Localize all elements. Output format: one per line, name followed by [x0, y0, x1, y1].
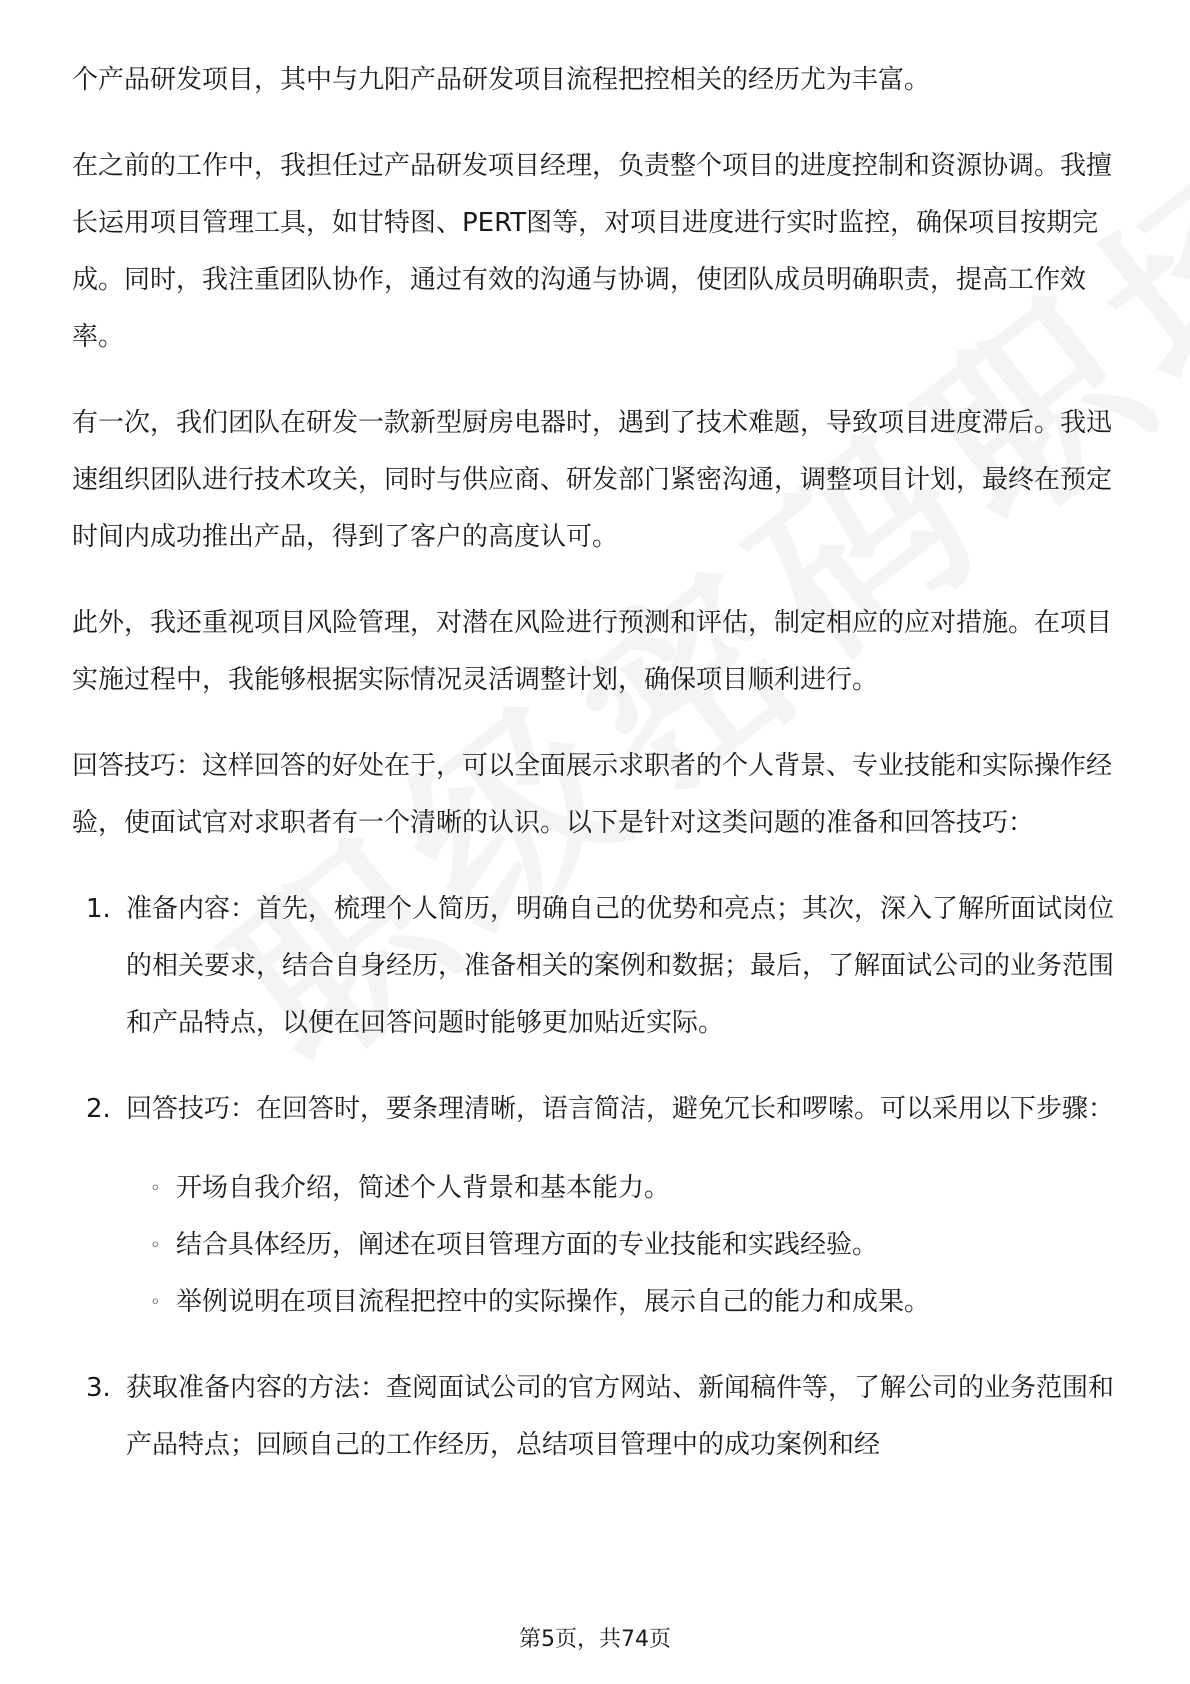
- list-number: 1.: [86, 894, 111, 924]
- numbered-list: [72, 881, 1122, 1474]
- bullet-icon: ◦: [150, 1292, 161, 1313]
- bullet-item: [150, 1274, 1122, 1331]
- list-item-text: 准备内容：首先，梳理个人简历，明确自己的优势和亮点；其次，深入了解所面试岗位的相关要求，结合自身经历，准备相关的案例和数据；最后，了解面试公司的业务范围和产品特点，以便在回答问题时能够更加贴近实际。: [126, 894, 1115, 1038]
- bullet-item-text: 结合具体经历，阐述在项目管理方面的专业技能和实践经验。: [176, 1230, 879, 1260]
- bullet-item: [150, 1217, 1122, 1274]
- list-item-text: 获取准备内容的方法：查阅面试公司的官方网站、新闻稿件等，了解公司的业务范围和产品特点；回顾自己的工作经历，总结项目管理中的成功案例和经: [126, 1373, 1115, 1460]
- list-item: [72, 1081, 1122, 1138]
- paragraph: 回答技巧：这样回答的好处在于，可以全面展示求职者的个人背景、专业技能和实际操作经验，使面试官对求职者有一个清晰的认识。以下是针对这类问题的准备和回答技巧：: [72, 751, 1113, 838]
- bullet-item: [150, 1160, 1122, 1217]
- bullet-icon: ◦: [150, 1235, 161, 1256]
- bullet-list: [72, 1160, 1122, 1331]
- list-item: [72, 1360, 1122, 1474]
- paragraph: 此外，我还重视项目风险管理，对潜在风险进行预测和评估，制定相应的应对措施。在项目实施过程中，我能够根据实际情况灵活调整计划，确保项目顺利进行。: [72, 608, 1113, 695]
- page-number: 第5页，共74页: [519, 1627, 671, 1652]
- bullet-item-text: 举例说明在项目流程把控中的实际操作，展示自己的能力和成果。: [176, 1287, 931, 1317]
- document-body: [72, 52, 1122, 1503]
- list-number: 3.: [86, 1373, 111, 1403]
- paragraph: 在之前的工作中，我担任过产品研发项目经理，负责整个项目的进度控制和资源协调。我擅长运用项目管理工具，如甘特图、PERT图等，对项目进度进行实时监控，确保项目按期完成。同时，我注重团队协作，通过有效的沟通与协调，使团队成员明确职责，提高工作效率。: [72, 151, 1113, 352]
- bullet-icon: ◦: [150, 1178, 161, 1199]
- bullet-item-text: 开场自我介绍，简述个人背景和基本能力。: [176, 1173, 671, 1203]
- list-item: [72, 881, 1122, 1052]
- list-number: 2.: [86, 1094, 111, 1124]
- list-item-text: 回答技巧：在回答时，要条理清晰，语言简洁，避免冗长和啰嗦。可以采用以下步骤：: [126, 1094, 1115, 1124]
- paragraph: 有一次，我们团队在研发一款新型厨房电器时，遇到了技术难题，导致项目进度滞后。我迅速组织团队进行技术攻关，同时与供应商、研发部门紧密沟通，调整项目计划，最终在预定时间内成功推出产品，得到了客户的高度认可。: [72, 408, 1113, 552]
- paragraph: 个产品研发项目，其中与九阳产品研发项目流程把控相关的经历尤为丰富。: [72, 65, 931, 95]
